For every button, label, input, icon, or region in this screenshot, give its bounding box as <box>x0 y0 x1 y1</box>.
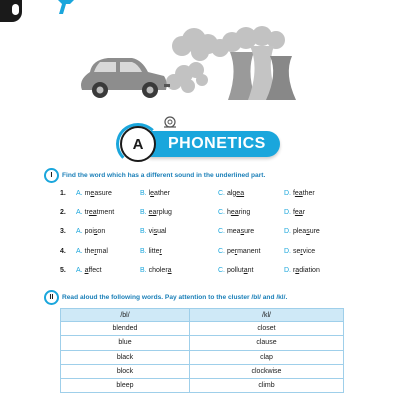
option-word-suffix: r <box>302 209 306 217</box>
exercise-1-instruction: Find the word which has a different sound in the underlined part. <box>62 172 266 179</box>
option-word-prefix: se <box>292 247 301 255</box>
page-corner-tab <box>0 0 22 22</box>
option-word-suffix: nt <box>247 266 254 274</box>
option-underlined-part: s <box>153 228 158 236</box>
option-word-prefix: l <box>148 190 151 197</box>
option-underlined-part: r <box>94 247 97 255</box>
answer-option[interactable] <box>218 209 250 216</box>
option-word-prefix: h <box>226 209 231 217</box>
answer-option[interactable] <box>140 248 162 255</box>
question-row <box>60 267 350 286</box>
kl-word-cell: clockwise <box>189 364 343 378</box>
option-word-suffix: ffect <box>88 266 102 274</box>
exercise-1-number: I <box>44 168 59 183</box>
answer-option[interactable] <box>140 190 170 197</box>
option-letter: D. <box>284 228 291 236</box>
bl-word-cell: block <box>61 364 190 378</box>
answer-option[interactable] <box>218 267 253 274</box>
option-letter: C. <box>218 190 225 197</box>
option-word-suffix: diation <box>299 266 320 274</box>
option-letter: B. <box>140 266 147 274</box>
option-underlined-part: ea <box>236 190 245 197</box>
question-row <box>60 248 350 267</box>
option-underlined-part: e <box>150 190 155 197</box>
section-letter-badge: A <box>120 126 156 162</box>
question-row <box>60 190 350 209</box>
snail-icon <box>162 116 178 128</box>
answer-option[interactable] <box>284 228 320 235</box>
answer-option[interactable] <box>284 190 315 197</box>
option-word-prefix: vi <box>148 228 154 236</box>
question-number: 3. <box>60 228 66 236</box>
cluster-table <box>60 308 344 393</box>
table-row <box>61 322 344 336</box>
option-word-suffix: tment <box>96 209 115 217</box>
column-header-bl: /bl/ <box>61 309 190 322</box>
option-underlined-part: s <box>306 228 310 236</box>
question-number: 5. <box>60 266 66 274</box>
option-word-prefix: tr <box>84 209 89 217</box>
answer-option[interactable] <box>76 209 114 216</box>
answer-option[interactable] <box>218 190 244 197</box>
answer-option[interactable] <box>284 267 320 274</box>
kl-word-cell: clause <box>189 336 343 350</box>
option-word-prefix: r <box>292 266 296 274</box>
option-word-prefix: pollut <box>226 266 244 274</box>
option-word-suffix: mal <box>96 247 108 255</box>
option-word-suffix: ather <box>154 190 171 197</box>
option-word-suffix: asure <box>94 190 112 197</box>
pollution-illustration <box>70 22 310 104</box>
option-letter: D. <box>284 190 291 197</box>
option-word-prefix: alg <box>226 190 237 197</box>
option-letter: A. <box>76 266 83 274</box>
answer-option[interactable] <box>284 209 305 216</box>
exercise-2-number: II <box>44 290 59 305</box>
mcq-list <box>60 190 350 286</box>
option-letter: A. <box>76 209 83 217</box>
option-word-prefix: m <box>84 190 91 197</box>
option-word-suffix: ring <box>238 209 251 217</box>
option-letter: C. <box>218 228 225 236</box>
option-word-suffix: manent <box>237 247 261 255</box>
kl-word-cell: clap <box>189 350 343 364</box>
option-word-prefix: f <box>292 190 295 197</box>
question-number: 2. <box>60 209 66 217</box>
exercise-2-header <box>44 290 287 305</box>
option-word-suffix: ure <box>244 228 255 236</box>
bl-word-cell: blended <box>61 322 190 336</box>
table-row <box>61 336 344 350</box>
option-word-prefix: the <box>84 247 95 255</box>
answer-option[interactable] <box>76 267 102 274</box>
option-underlined-part: a <box>295 266 300 274</box>
option-underlined-part: ea <box>88 209 97 217</box>
option-underlined-part: ea <box>294 209 303 217</box>
option-letter: A. <box>76 228 83 236</box>
section-banner <box>120 126 280 160</box>
option-underlined-part: r <box>159 247 162 255</box>
option-word-prefix: mea <box>226 228 241 236</box>
option-word-prefix: f <box>292 209 295 217</box>
option-word-suffix: vice <box>302 247 316 255</box>
option-letter: B. <box>140 209 147 217</box>
option-word-suffix: ther <box>302 190 315 197</box>
option-letter: B. <box>140 228 147 236</box>
exercise-1-header <box>44 168 265 183</box>
option-letter: C. <box>218 247 225 255</box>
option-word-prefix: plea <box>292 228 307 236</box>
option-underlined-part: a <box>84 266 89 274</box>
answer-option[interactable] <box>140 209 172 216</box>
option-letter: A. <box>76 190 83 197</box>
option-word-suffix: ure <box>309 228 320 236</box>
option-word-suffix: ual <box>157 228 167 236</box>
column-header-kl: /kl/ <box>189 309 343 322</box>
option-word-prefix: pe <box>226 247 235 255</box>
option-underlined-part: ea <box>230 209 239 217</box>
question-number: 1. <box>60 190 66 197</box>
option-underlined-part: r <box>234 247 238 255</box>
answer-option[interactable] <box>284 248 315 255</box>
kl-word-cell: closet <box>189 322 343 336</box>
option-letter: D. <box>284 247 291 255</box>
answer-option[interactable] <box>140 228 166 235</box>
option-underlined-part: r <box>300 247 303 255</box>
answer-option[interactable] <box>76 190 112 197</box>
table-row <box>61 350 344 364</box>
option-underlined-part: ea <box>294 190 303 197</box>
question-number: 4. <box>60 247 66 255</box>
bl-word-cell: black <box>61 350 190 364</box>
option-underlined-part: a <box>167 266 172 274</box>
option-letter: C. <box>218 209 225 217</box>
exercise-2-instruction: Read aloud the following words. Pay attention to the cluster /bl/ and /kl/. <box>62 294 288 301</box>
option-letter: A. <box>76 247 83 255</box>
answer-option[interactable] <box>218 228 254 235</box>
option-underlined-part: e <box>90 190 95 197</box>
bl-word-cell: bleep <box>61 379 190 393</box>
option-word-prefix: poi <box>84 228 94 236</box>
option-underlined-part: a <box>243 266 248 274</box>
decorative-hook-icon <box>56 0 76 14</box>
answer-option[interactable] <box>140 267 172 274</box>
option-word-suffix: on <box>97 228 106 236</box>
answer-option[interactable] <box>218 248 260 255</box>
option-underlined-part: ea <box>148 209 157 217</box>
question-row <box>60 228 350 247</box>
option-word-prefix: choler <box>148 266 168 274</box>
option-underlined-part: s <box>240 228 245 236</box>
answer-option[interactable] <box>76 248 108 255</box>
table-row <box>61 364 344 378</box>
option-letter: B. <box>140 247 147 255</box>
option-letter: C. <box>218 266 225 274</box>
question-row <box>60 209 350 228</box>
option-letter: B. <box>140 190 147 197</box>
bl-word-cell: blue <box>61 336 190 350</box>
kl-word-cell: climb <box>189 379 343 393</box>
option-letter: D. <box>284 209 291 217</box>
section-title: PHONETICS <box>168 135 266 152</box>
option-letter: D. <box>284 266 291 274</box>
answer-option[interactable] <box>76 228 105 235</box>
option-underlined-part: s <box>93 228 98 236</box>
option-word-prefix: litte <box>148 247 160 255</box>
table-row <box>61 379 344 393</box>
option-word-suffix: rplug <box>156 209 172 217</box>
